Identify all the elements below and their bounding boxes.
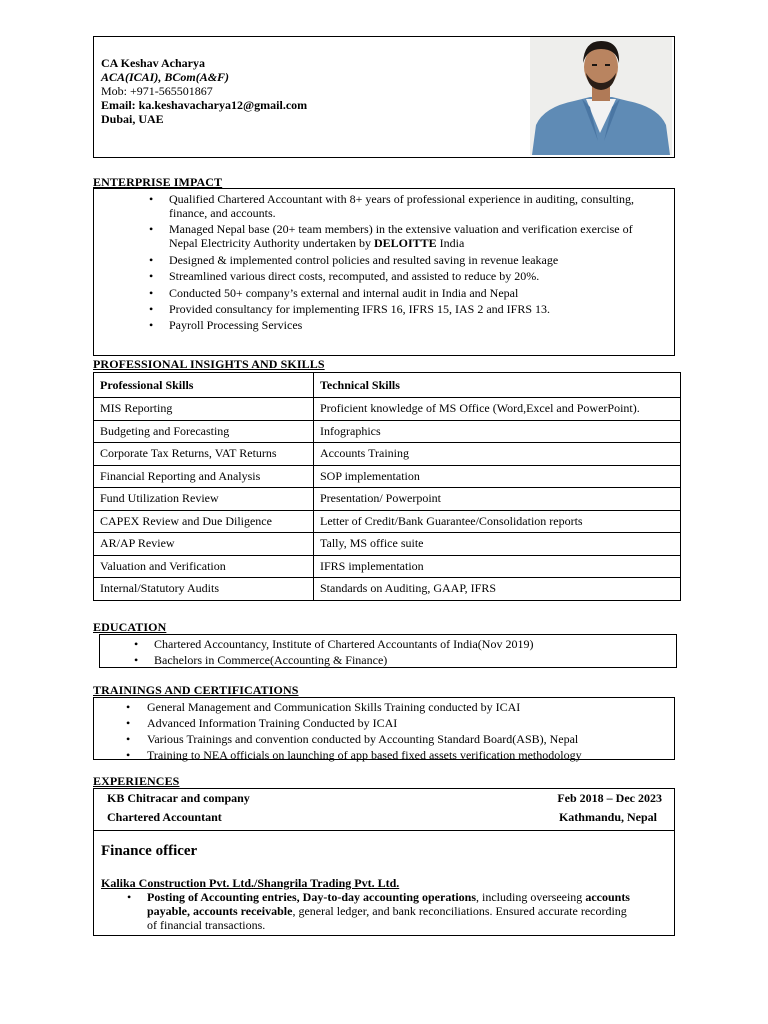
deloitte-name: DELOITTE [373,236,437,251]
education-box [99,634,677,668]
table-row [94,488,681,511]
job-title: Chartered Accountant [107,810,222,824]
trainings-box [93,697,675,760]
table-cell: Letter of Credit/Bank Guarantee/Consolidation reports [314,510,681,533]
duties-list [127,890,637,932]
mobile-number: Mob: +971-565501867 [101,84,213,98]
section-enterprise-impact: ENTERPRISE IMPACT [93,175,223,189]
list-item: • Posting of Accounting entries, Day-to-day accounting operations, including overseeing accounts payable, accounts receivable, general ledger, and bank reconciliations. Ensured accurate recording of financial transactions. [127,890,630,932]
job-location: Kathmandu, Nepal [558,810,657,824]
employment-dates: Feb 2018 – Dec 2023 [557,791,662,805]
list-item: • Bachelors in Commerce(Accounting & Finance) [134,653,388,667]
table-cell: Standards on Auditing, GAAP, IFRS [314,578,681,601]
table-cell: Presentation/ Powerpoint [314,488,681,511]
table-cell: Accounts Training [314,443,681,466]
employer-name: Kalika Construction Pvt. Ltd./Shangrila Trading Pvt. Ltd. [101,876,400,890]
contact-box [93,36,675,158]
table-cell: Internal/Statutory Audits [94,578,314,601]
list-item: • Various Trainings and convention conducted by Accounting Standard Board(ASB), Nepal [126,732,579,746]
table-row [94,398,681,421]
skills-table [93,372,681,601]
table-cell: Infographics [314,420,681,443]
section-trainings: TRAININGS AND CERTIFICATIONS [93,683,299,697]
table-row [94,420,681,443]
section-experiences: EXPERIENCES [93,774,180,788]
list-item: • Streamlined various direct costs, recomputed, and assisted to reduce by 20%. [149,269,540,284]
table-row [94,443,681,466]
contact-lines [101,56,307,126]
enterprise-impact-box [93,188,675,356]
location: Dubai, UAE [101,112,164,126]
trainings-list [126,700,582,764]
list-item: • Payroll Processing Services [149,318,303,333]
portrait-image [530,37,672,155]
column-header: Professional Skills [94,373,314,398]
table-row [94,578,681,601]
role-title: Finance officer [101,843,198,859]
list-item: • Designed & implemented control policies and resulted saving in revenue leakage [149,252,559,267]
enterprise-impact-list [149,192,634,335]
table-cell: Proficient knowledge of MS Office (Word,Excel and PowerPoint). [314,398,681,421]
divider [94,830,674,831]
list-item: • Conducted 50+ company’s external and internal audit in India and Nepal [149,285,519,300]
education-list [134,637,534,669]
section-skills: PROFESSIONAL INSIGHTS AND SKILLS [93,357,325,371]
table-cell: Corporate Tax Returns, VAT Returns [94,443,314,466]
section-education: EDUCATION [93,620,167,634]
table-cell: CAPEX Review and Due Diligence [94,510,314,533]
list-item: • General Management and Communication Skills Training conducted by ICAI [126,700,521,714]
table-row [94,465,681,488]
table-cell: Financial Reporting and Analysis [94,465,314,488]
table-cell: Budgeting and Forecasting [94,420,314,443]
candidate-name: CA Keshav Acharya [101,56,206,70]
list-item: • Provided consultancy for implementing IFRS 16, IFRS 15, IAS 2 and IFRS 13. [149,301,550,316]
table-cell: AR/AP Review [94,533,314,556]
list-item: • Qualified Chartered Accountant with 8+ years of professional experience in auditing, consulting, finance, and accounts. [149,192,634,220]
list-item: • Chartered Accountancy, Institute of Chartered Accountants of India(Nov 2019) [134,637,534,651]
table-row [94,533,681,556]
table-cell: IFRS implementation [314,555,681,578]
company-name: KB Chitracar and company [107,791,250,805]
profile-photo [530,37,672,155]
table-cell: SOP implementation [314,465,681,488]
qualifications: ACA(ICAI), BCom(A&F) [101,70,230,84]
table-cell: Tally, MS office suite [314,533,681,556]
experience-box [93,788,675,936]
table-header-row [94,373,681,398]
email-address[interactable]: Email: ka.keshavacharya12@gmail.com [101,98,308,112]
list-item: • Advanced Information Training Conducted by ICAI [126,716,398,730]
column-header: Technical Skills [314,373,681,398]
list-item: • Managed Nepal base (20+ team members) in the extensive valuation and verification exercise of Nepal Electricity Authority undertaken by DELOITTE India [149,222,633,251]
table-cell: Fund Utilization Review [94,488,314,511]
table-row [94,510,681,533]
table-row [94,555,681,578]
list-item: • Training to NEA officials on launching of app based fixed assets verification methodology [126,748,582,762]
table-cell: Valuation and Verification [94,555,314,578]
table-cell: MIS Reporting [94,398,314,421]
